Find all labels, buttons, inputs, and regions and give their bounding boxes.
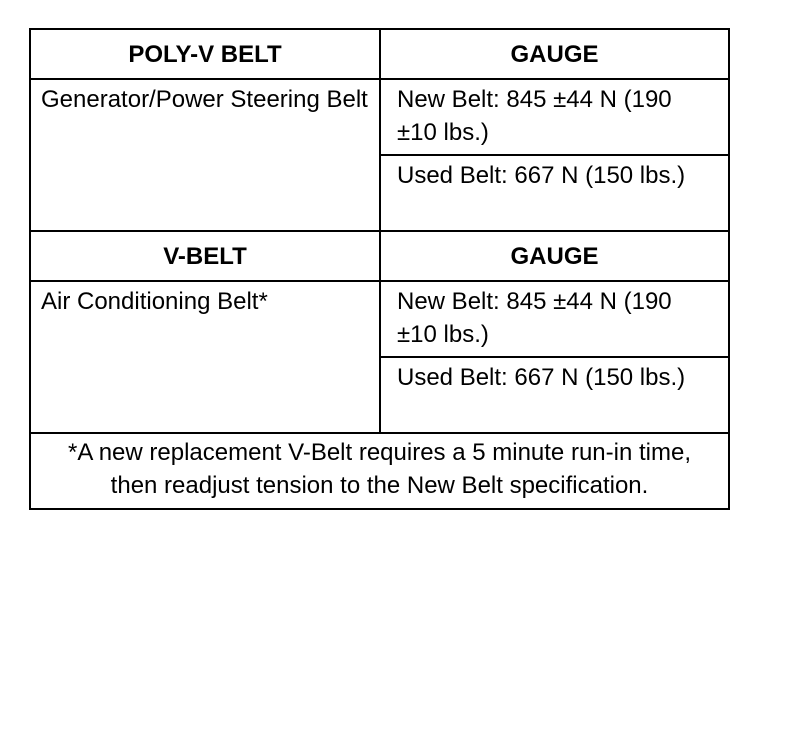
gauge-header: GAUGE: [380, 231, 729, 281]
belt-type-header: POLY-V BELT: [30, 29, 380, 79]
footnote: *A new replacement V-Belt requires a 5 minute run-in time, then readjust tension to the New Belt specification.: [30, 433, 729, 509]
table-header-row: [30, 231, 729, 281]
used-belt-value: Used Belt: 667 N (150 lbs.): [380, 155, 729, 231]
used-belt-value: Used Belt: 667 N (150 lbs.): [380, 357, 729, 433]
component-cell: Generator/Power Steering Belt: [30, 79, 380, 231]
gauge-header: GAUGE: [380, 29, 729, 79]
belt-type-header: V-BELT: [30, 231, 380, 281]
footnote-row: [30, 433, 729, 509]
new-belt-value: New Belt: 845 ±44 N (190 ±10 lbs.): [380, 79, 729, 155]
component-cell: Air Conditioning Belt*: [30, 281, 380, 433]
table-row: [30, 79, 729, 155]
new-belt-value: New Belt: 845 ±44 N (190 ±10 lbs.): [380, 281, 729, 357]
belt-tension-table: [29, 28, 730, 510]
table-row: [30, 281, 729, 357]
table-header-row: [30, 29, 729, 79]
